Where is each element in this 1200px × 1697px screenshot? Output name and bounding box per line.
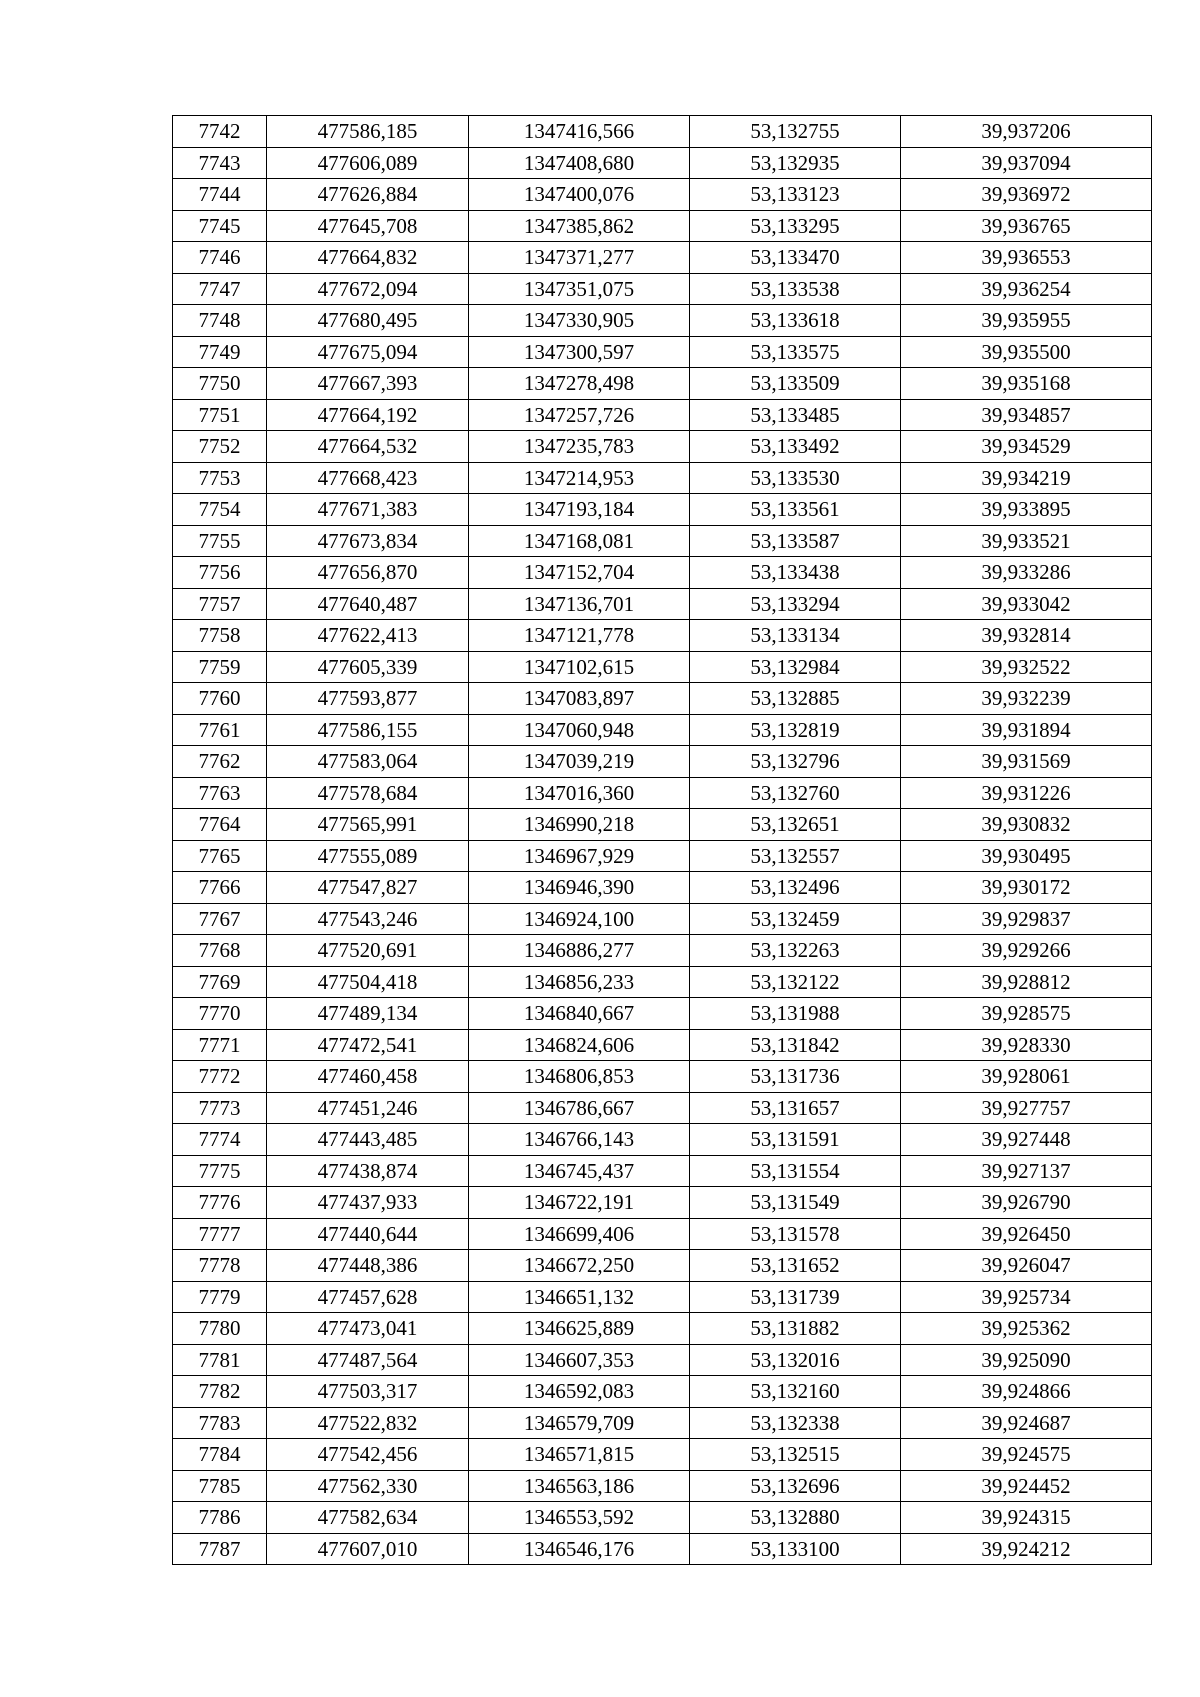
x-coordinate-cell: 477656,870 xyxy=(267,557,469,589)
x-coordinate-cell: 477675,094 xyxy=(267,336,469,368)
longitude-cell: 39,936553 xyxy=(901,242,1152,274)
latitude-cell: 53,132160 xyxy=(690,1376,901,1408)
point-number-cell: 7763 xyxy=(173,777,267,809)
x-coordinate-cell: 477542,456 xyxy=(267,1439,469,1471)
x-coordinate-cell: 477487,564 xyxy=(267,1344,469,1376)
latitude-cell: 53,132263 xyxy=(690,935,901,967)
table-row xyxy=(173,1376,1152,1408)
latitude-cell: 53,131736 xyxy=(690,1061,901,1093)
y-coordinate-cell: 1346571,815 xyxy=(469,1439,690,1471)
table-row xyxy=(173,1187,1152,1219)
x-coordinate-cell: 477664,532 xyxy=(267,431,469,463)
y-coordinate-cell: 1346856,233 xyxy=(469,966,690,998)
latitude-cell: 53,132016 xyxy=(690,1344,901,1376)
latitude-cell: 53,133485 xyxy=(690,399,901,431)
latitude-cell: 53,132515 xyxy=(690,1439,901,1471)
y-coordinate-cell: 1347400,076 xyxy=(469,179,690,211)
table-row xyxy=(173,1124,1152,1156)
point-number-cell: 7757 xyxy=(173,588,267,620)
y-coordinate-cell: 1346563,186 xyxy=(469,1470,690,1502)
longitude-cell: 39,935168 xyxy=(901,368,1152,400)
y-coordinate-cell: 1346824,606 xyxy=(469,1029,690,1061)
x-coordinate-cell: 477440,644 xyxy=(267,1218,469,1250)
y-coordinate-cell: 1346699,406 xyxy=(469,1218,690,1250)
table-row xyxy=(173,1439,1152,1471)
table-row xyxy=(173,399,1152,431)
y-coordinate-cell: 1347136,701 xyxy=(469,588,690,620)
longitude-cell: 39,934529 xyxy=(901,431,1152,463)
point-number-cell: 7777 xyxy=(173,1218,267,1250)
latitude-cell: 53,133123 xyxy=(690,179,901,211)
point-number-cell: 7756 xyxy=(173,557,267,589)
latitude-cell: 53,132338 xyxy=(690,1407,901,1439)
x-coordinate-cell: 477451,246 xyxy=(267,1092,469,1124)
longitude-cell: 39,926450 xyxy=(901,1218,1152,1250)
y-coordinate-cell: 1346672,250 xyxy=(469,1250,690,1282)
longitude-cell: 39,931569 xyxy=(901,746,1152,778)
x-coordinate-cell: 477460,458 xyxy=(267,1061,469,1093)
table-row xyxy=(173,1029,1152,1061)
latitude-cell: 53,133295 xyxy=(690,210,901,242)
point-number-cell: 7747 xyxy=(173,273,267,305)
point-number-cell: 7776 xyxy=(173,1187,267,1219)
x-coordinate-cell: 477520,691 xyxy=(267,935,469,967)
y-coordinate-cell: 1346806,853 xyxy=(469,1061,690,1093)
x-coordinate-cell: 477668,423 xyxy=(267,462,469,494)
latitude-cell: 53,133530 xyxy=(690,462,901,494)
point-number-cell: 7785 xyxy=(173,1470,267,1502)
x-coordinate-cell: 477606,089 xyxy=(267,147,469,179)
x-coordinate-cell: 477438,874 xyxy=(267,1155,469,1187)
point-number-cell: 7780 xyxy=(173,1313,267,1345)
longitude-cell: 39,930832 xyxy=(901,809,1152,841)
latitude-cell: 53,133100 xyxy=(690,1533,901,1565)
point-number-cell: 7787 xyxy=(173,1533,267,1565)
point-number-cell: 7766 xyxy=(173,872,267,904)
x-coordinate-cell: 477667,393 xyxy=(267,368,469,400)
longitude-cell: 39,937094 xyxy=(901,147,1152,179)
y-coordinate-cell: 1346625,889 xyxy=(469,1313,690,1345)
table-row xyxy=(173,368,1152,400)
latitude-cell: 53,133294 xyxy=(690,588,901,620)
y-coordinate-cell: 1347235,783 xyxy=(469,431,690,463)
table-row xyxy=(173,966,1152,998)
latitude-cell: 53,132651 xyxy=(690,809,901,841)
y-coordinate-cell: 1347300,597 xyxy=(469,336,690,368)
point-number-cell: 7775 xyxy=(173,1155,267,1187)
latitude-cell: 53,131657 xyxy=(690,1092,901,1124)
x-coordinate-cell: 477672,094 xyxy=(267,273,469,305)
x-coordinate-cell: 477586,155 xyxy=(267,714,469,746)
point-number-cell: 7753 xyxy=(173,462,267,494)
y-coordinate-cell: 1347257,726 xyxy=(469,399,690,431)
y-coordinate-cell: 1346840,667 xyxy=(469,998,690,1030)
y-coordinate-cell: 1346553,592 xyxy=(469,1502,690,1534)
y-coordinate-cell: 1347408,680 xyxy=(469,147,690,179)
latitude-cell: 53,132796 xyxy=(690,746,901,778)
point-number-cell: 7760 xyxy=(173,683,267,715)
point-number-cell: 7762 xyxy=(173,746,267,778)
longitude-cell: 39,925734 xyxy=(901,1281,1152,1313)
table-row xyxy=(173,1218,1152,1250)
point-number-cell: 7745 xyxy=(173,210,267,242)
y-coordinate-cell: 1347152,704 xyxy=(469,557,690,589)
latitude-cell: 53,133575 xyxy=(690,336,901,368)
longitude-cell: 39,928061 xyxy=(901,1061,1152,1093)
table-row xyxy=(173,1313,1152,1345)
longitude-cell: 39,924866 xyxy=(901,1376,1152,1408)
point-number-cell: 7759 xyxy=(173,651,267,683)
latitude-cell: 53,133438 xyxy=(690,557,901,589)
table-row xyxy=(173,462,1152,494)
table-row xyxy=(173,336,1152,368)
coordinates-table-body xyxy=(173,116,1152,1565)
longitude-cell: 39,926790 xyxy=(901,1187,1152,1219)
table-row xyxy=(173,809,1152,841)
latitude-cell: 53,133561 xyxy=(690,494,901,526)
table-row xyxy=(173,1250,1152,1282)
longitude-cell: 39,935955 xyxy=(901,305,1152,337)
latitude-cell: 53,132880 xyxy=(690,1502,901,1534)
x-coordinate-cell: 477562,330 xyxy=(267,1470,469,1502)
y-coordinate-cell: 1346886,277 xyxy=(469,935,690,967)
y-coordinate-cell: 1347416,566 xyxy=(469,116,690,148)
y-coordinate-cell: 1347039,219 xyxy=(469,746,690,778)
y-coordinate-cell: 1347371,277 xyxy=(469,242,690,274)
table-row xyxy=(173,242,1152,274)
latitude-cell: 53,132696 xyxy=(690,1470,901,1502)
y-coordinate-cell: 1347102,615 xyxy=(469,651,690,683)
x-coordinate-cell: 477671,383 xyxy=(267,494,469,526)
longitude-cell: 39,936765 xyxy=(901,210,1152,242)
y-coordinate-cell: 1346967,929 xyxy=(469,840,690,872)
point-number-cell: 7774 xyxy=(173,1124,267,1156)
point-number-cell: 7746 xyxy=(173,242,267,274)
y-coordinate-cell: 1346579,709 xyxy=(469,1407,690,1439)
point-number-cell: 7754 xyxy=(173,494,267,526)
point-number-cell: 7782 xyxy=(173,1376,267,1408)
table-row xyxy=(173,777,1152,809)
table-row xyxy=(173,588,1152,620)
table-row xyxy=(173,903,1152,935)
coordinates-table xyxy=(172,115,1152,1565)
table-row xyxy=(173,998,1152,1030)
longitude-cell: 39,928812 xyxy=(901,966,1152,998)
point-number-cell: 7750 xyxy=(173,368,267,400)
y-coordinate-cell: 1347083,897 xyxy=(469,683,690,715)
x-coordinate-cell: 477680,495 xyxy=(267,305,469,337)
longitude-cell: 39,925090 xyxy=(901,1344,1152,1376)
point-number-cell: 7755 xyxy=(173,525,267,557)
longitude-cell: 39,929266 xyxy=(901,935,1152,967)
longitude-cell: 39,927137 xyxy=(901,1155,1152,1187)
longitude-cell: 39,937206 xyxy=(901,116,1152,148)
point-number-cell: 7744 xyxy=(173,179,267,211)
point-number-cell: 7767 xyxy=(173,903,267,935)
latitude-cell: 53,131882 xyxy=(690,1313,901,1345)
x-coordinate-cell: 477437,933 xyxy=(267,1187,469,1219)
latitude-cell: 53,131591 xyxy=(690,1124,901,1156)
table-row xyxy=(173,1407,1152,1439)
table-row xyxy=(173,1092,1152,1124)
longitude-cell: 39,933521 xyxy=(901,525,1152,557)
latitude-cell: 53,133492 xyxy=(690,431,901,463)
point-number-cell: 7749 xyxy=(173,336,267,368)
x-coordinate-cell: 477547,827 xyxy=(267,872,469,904)
latitude-cell: 53,133509 xyxy=(690,368,901,400)
table-row xyxy=(173,1155,1152,1187)
point-number-cell: 7773 xyxy=(173,1092,267,1124)
x-coordinate-cell: 477472,541 xyxy=(267,1029,469,1061)
table-row xyxy=(173,1502,1152,1534)
point-number-cell: 7761 xyxy=(173,714,267,746)
longitude-cell: 39,932239 xyxy=(901,683,1152,715)
x-coordinate-cell: 477578,684 xyxy=(267,777,469,809)
latitude-cell: 53,132122 xyxy=(690,966,901,998)
longitude-cell: 39,924212 xyxy=(901,1533,1152,1565)
table-row xyxy=(173,525,1152,557)
table-row xyxy=(173,683,1152,715)
longitude-cell: 39,925362 xyxy=(901,1313,1152,1345)
point-number-cell: 7784 xyxy=(173,1439,267,1471)
table-row xyxy=(173,714,1152,746)
y-coordinate-cell: 1346722,191 xyxy=(469,1187,690,1219)
x-coordinate-cell: 477645,708 xyxy=(267,210,469,242)
point-number-cell: 7751 xyxy=(173,399,267,431)
x-coordinate-cell: 477605,339 xyxy=(267,651,469,683)
y-coordinate-cell: 1347278,498 xyxy=(469,368,690,400)
point-number-cell: 7743 xyxy=(173,147,267,179)
y-coordinate-cell: 1346592,083 xyxy=(469,1376,690,1408)
longitude-cell: 39,928575 xyxy=(901,998,1152,1030)
longitude-cell: 39,931226 xyxy=(901,777,1152,809)
longitude-cell: 39,936254 xyxy=(901,273,1152,305)
latitude-cell: 53,132885 xyxy=(690,683,901,715)
table-row xyxy=(173,305,1152,337)
point-number-cell: 7748 xyxy=(173,305,267,337)
longitude-cell: 39,932814 xyxy=(901,620,1152,652)
x-coordinate-cell: 477586,185 xyxy=(267,116,469,148)
y-coordinate-cell: 1347330,905 xyxy=(469,305,690,337)
longitude-cell: 39,930495 xyxy=(901,840,1152,872)
longitude-cell: 39,926047 xyxy=(901,1250,1152,1282)
longitude-cell: 39,933895 xyxy=(901,494,1152,526)
x-coordinate-cell: 477607,010 xyxy=(267,1533,469,1565)
y-coordinate-cell: 1346651,132 xyxy=(469,1281,690,1313)
table-row xyxy=(173,620,1152,652)
x-coordinate-cell: 477543,246 xyxy=(267,903,469,935)
latitude-cell: 53,131554 xyxy=(690,1155,901,1187)
table-row xyxy=(173,840,1152,872)
x-coordinate-cell: 477555,089 xyxy=(267,840,469,872)
point-number-cell: 7769 xyxy=(173,966,267,998)
latitude-cell: 53,132496 xyxy=(690,872,901,904)
table-row xyxy=(173,494,1152,526)
x-coordinate-cell: 477457,628 xyxy=(267,1281,469,1313)
x-coordinate-cell: 477448,386 xyxy=(267,1250,469,1282)
y-coordinate-cell: 1347385,862 xyxy=(469,210,690,242)
table-row xyxy=(173,746,1152,778)
point-number-cell: 7768 xyxy=(173,935,267,967)
x-coordinate-cell: 477582,634 xyxy=(267,1502,469,1534)
table-row xyxy=(173,1061,1152,1093)
table-row xyxy=(173,116,1152,148)
y-coordinate-cell: 1347193,184 xyxy=(469,494,690,526)
longitude-cell: 39,924687 xyxy=(901,1407,1152,1439)
y-coordinate-cell: 1347214,953 xyxy=(469,462,690,494)
table-row xyxy=(173,147,1152,179)
table-row xyxy=(173,1533,1152,1565)
longitude-cell: 39,936972 xyxy=(901,179,1152,211)
y-coordinate-cell: 1346766,143 xyxy=(469,1124,690,1156)
longitude-cell: 39,934857 xyxy=(901,399,1152,431)
x-coordinate-cell: 477640,487 xyxy=(267,588,469,620)
x-coordinate-cell: 477504,418 xyxy=(267,966,469,998)
point-number-cell: 7778 xyxy=(173,1250,267,1282)
latitude-cell: 53,131988 xyxy=(690,998,901,1030)
y-coordinate-cell: 1346990,218 xyxy=(469,809,690,841)
longitude-cell: 39,935500 xyxy=(901,336,1152,368)
x-coordinate-cell: 477593,877 xyxy=(267,683,469,715)
latitude-cell: 53,132984 xyxy=(690,651,901,683)
point-number-cell: 7781 xyxy=(173,1344,267,1376)
longitude-cell: 39,924575 xyxy=(901,1439,1152,1471)
y-coordinate-cell: 1346745,437 xyxy=(469,1155,690,1187)
point-number-cell: 7779 xyxy=(173,1281,267,1313)
y-coordinate-cell: 1347060,948 xyxy=(469,714,690,746)
x-coordinate-cell: 477443,485 xyxy=(267,1124,469,1156)
latitude-cell: 53,131739 xyxy=(690,1281,901,1313)
y-coordinate-cell: 1347016,360 xyxy=(469,777,690,809)
table-row xyxy=(173,1470,1152,1502)
latitude-cell: 53,133538 xyxy=(690,273,901,305)
longitude-cell: 39,928330 xyxy=(901,1029,1152,1061)
x-coordinate-cell: 477489,134 xyxy=(267,998,469,1030)
longitude-cell: 39,929837 xyxy=(901,903,1152,935)
table-row xyxy=(173,935,1152,967)
longitude-cell: 39,933042 xyxy=(901,588,1152,620)
table-row xyxy=(173,431,1152,463)
y-coordinate-cell: 1347168,081 xyxy=(469,525,690,557)
longitude-cell: 39,927757 xyxy=(901,1092,1152,1124)
table-row xyxy=(173,210,1152,242)
point-number-cell: 7742 xyxy=(173,116,267,148)
y-coordinate-cell: 1347351,075 xyxy=(469,273,690,305)
y-coordinate-cell: 1346546,176 xyxy=(469,1533,690,1565)
x-coordinate-cell: 477503,317 xyxy=(267,1376,469,1408)
longitude-cell: 39,933286 xyxy=(901,557,1152,589)
point-number-cell: 7786 xyxy=(173,1502,267,1534)
table-row xyxy=(173,872,1152,904)
longitude-cell: 39,927448 xyxy=(901,1124,1152,1156)
longitude-cell: 39,924315 xyxy=(901,1502,1152,1534)
latitude-cell: 53,133470 xyxy=(690,242,901,274)
y-coordinate-cell: 1347121,778 xyxy=(469,620,690,652)
longitude-cell: 39,924452 xyxy=(901,1470,1152,1502)
latitude-cell: 53,132935 xyxy=(690,147,901,179)
x-coordinate-cell: 477673,834 xyxy=(267,525,469,557)
x-coordinate-cell: 477664,832 xyxy=(267,242,469,274)
y-coordinate-cell: 1346924,100 xyxy=(469,903,690,935)
x-coordinate-cell: 477664,192 xyxy=(267,399,469,431)
point-number-cell: 7765 xyxy=(173,840,267,872)
table-row xyxy=(173,557,1152,589)
table-row xyxy=(173,179,1152,211)
x-coordinate-cell: 477583,064 xyxy=(267,746,469,778)
latitude-cell: 53,133618 xyxy=(690,305,901,337)
latitude-cell: 53,132557 xyxy=(690,840,901,872)
latitude-cell: 53,131842 xyxy=(690,1029,901,1061)
table-row xyxy=(173,273,1152,305)
x-coordinate-cell: 477626,884 xyxy=(267,179,469,211)
point-number-cell: 7764 xyxy=(173,809,267,841)
longitude-cell: 39,930172 xyxy=(901,872,1152,904)
y-coordinate-cell: 1346607,353 xyxy=(469,1344,690,1376)
point-number-cell: 7772 xyxy=(173,1061,267,1093)
y-coordinate-cell: 1346786,667 xyxy=(469,1092,690,1124)
x-coordinate-cell: 477522,832 xyxy=(267,1407,469,1439)
point-number-cell: 7783 xyxy=(173,1407,267,1439)
latitude-cell: 53,132760 xyxy=(690,777,901,809)
latitude-cell: 53,132819 xyxy=(690,714,901,746)
latitude-cell: 53,133134 xyxy=(690,620,901,652)
longitude-cell: 39,932522 xyxy=(901,651,1152,683)
latitude-cell: 53,131549 xyxy=(690,1187,901,1219)
point-number-cell: 7752 xyxy=(173,431,267,463)
latitude-cell: 53,131652 xyxy=(690,1250,901,1282)
longitude-cell: 39,934219 xyxy=(901,462,1152,494)
latitude-cell: 53,132755 xyxy=(690,116,901,148)
point-number-cell: 7758 xyxy=(173,620,267,652)
point-number-cell: 7770 xyxy=(173,998,267,1030)
table-row xyxy=(173,1344,1152,1376)
table-row xyxy=(173,651,1152,683)
latitude-cell: 53,132459 xyxy=(690,903,901,935)
y-coordinate-cell: 1346946,390 xyxy=(469,872,690,904)
latitude-cell: 53,131578 xyxy=(690,1218,901,1250)
latitude-cell: 53,133587 xyxy=(690,525,901,557)
longitude-cell: 39,931894 xyxy=(901,714,1152,746)
x-coordinate-cell: 477565,991 xyxy=(267,809,469,841)
x-coordinate-cell: 477473,041 xyxy=(267,1313,469,1345)
table-row xyxy=(173,1281,1152,1313)
x-coordinate-cell: 477622,413 xyxy=(267,620,469,652)
point-number-cell: 7771 xyxy=(173,1029,267,1061)
